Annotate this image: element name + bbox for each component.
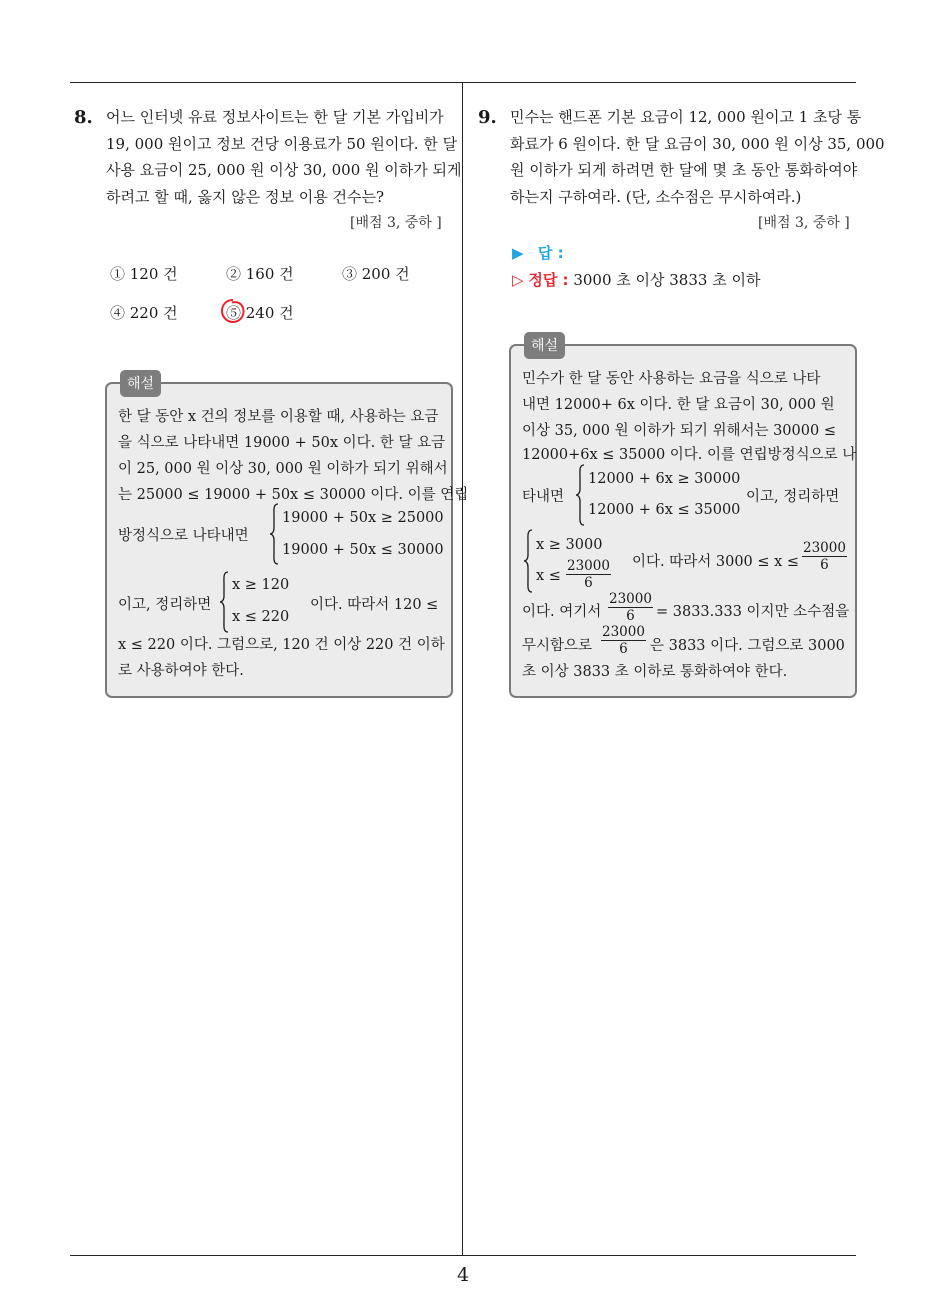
fraction-numerator: 23000 bbox=[602, 624, 645, 640]
top-rule bbox=[70, 82, 856, 83]
system-equation: x ≥ 3000 bbox=[536, 537, 603, 553]
fraction bbox=[608, 591, 653, 624]
answer-circle-mark-icon bbox=[220, 298, 246, 324]
system-label: 이고, 정리하면 bbox=[118, 597, 212, 613]
solution-line: 내면 12000+ 6x 이다. 한 달 요금이 30, 000 원 bbox=[522, 397, 835, 413]
left-brace-icon bbox=[522, 528, 534, 594]
solution-tag: 해설 bbox=[524, 332, 565, 359]
fraction-denominator: 6 bbox=[584, 575, 593, 591]
answer-row bbox=[512, 242, 564, 263]
system-label: 방정식으로 나타내면 bbox=[118, 528, 249, 544]
system-equation: x ≥ 120 bbox=[232, 577, 290, 593]
equation-system-1 bbox=[574, 463, 741, 527]
solution-text: 이다. 여기서 bbox=[522, 604, 602, 620]
question-line: 하려고 할 때, 옳지 않은 정보 이용 건수는? bbox=[106, 187, 385, 206]
choice-5[interactable]: ⑤ 240 건 bbox=[226, 304, 294, 322]
solution-line: 민수가 한 달 동안 사용하는 요금을 식으로 나타 bbox=[522, 371, 821, 387]
fraction bbox=[566, 558, 611, 591]
solution-text: 은 3833 이다. 그럼으로 3000 bbox=[650, 638, 845, 654]
system-equation: 19000 + 50x ≥ 25000 bbox=[282, 510, 444, 526]
solution-line: 을 식으로 나타내면 19000 + 50x 이다. 한 달 요금 bbox=[118, 435, 446, 451]
question-line: 화료가 6 원이다. 한 달 요금이 30, 000 원 이상 35, 000 bbox=[510, 134, 885, 153]
fraction-numerator: 23000 bbox=[803, 540, 846, 556]
solution-text: 이다. 따라서 3000 ≤ x ≤ bbox=[632, 554, 800, 570]
answer-label: 답 : bbox=[537, 244, 564, 262]
equation-system-2 bbox=[218, 570, 308, 634]
play-triangle-icon: ▶ bbox=[512, 244, 524, 262]
choice-3[interactable]: ③ 200 건 bbox=[342, 265, 410, 283]
fraction-denominator: 6 bbox=[820, 557, 829, 573]
fraction-numerator: 23000 bbox=[567, 558, 610, 574]
left-brace-icon bbox=[574, 463, 586, 527]
equation-system-1 bbox=[268, 502, 448, 566]
fraction bbox=[802, 540, 847, 573]
correct-answer-row bbox=[512, 269, 760, 290]
solution-tag: 해설 bbox=[120, 370, 161, 397]
correct-answer-value: 3000 초 이상 3833 초 이하 bbox=[573, 271, 761, 289]
system-equation: 19000 + 50x ≤ 30000 bbox=[282, 542, 444, 558]
solution-text: = 3833.333 이지만 소수점을 bbox=[656, 604, 850, 620]
score-meta: [배점 3, 중하 ] bbox=[350, 215, 442, 231]
choice-2[interactable]: ② 160 건 bbox=[226, 265, 294, 283]
question-line: 하는지 구하여라. (단, 소수점은 무시하여라.) bbox=[510, 187, 802, 206]
solution-line: x ≤ 220 이다. 그럼으로, 120 건 이상 220 건 이하 bbox=[118, 637, 445, 653]
fraction bbox=[601, 624, 646, 657]
bottom-rule bbox=[70, 1255, 856, 1256]
question-text bbox=[106, 104, 462, 210]
question-line: 19, 000 원이고 정보 건당 이용료가 50 원이다. 한 달 bbox=[106, 134, 458, 153]
fraction-denominator: 6 bbox=[626, 608, 635, 624]
solution-line: 이 25, 000 원 이상 30, 000 원 이하가 되기 위해서 bbox=[118, 461, 448, 477]
solution-line: 12000+6x ≤ 35000 이다. 이를 연립방정식으로 나 bbox=[522, 447, 857, 463]
system-equation-prefix: x ≤ bbox=[536, 568, 561, 584]
question-line: 원 이하가 되게 하려면 한 달에 몇 초 동안 통화하여야 bbox=[510, 161, 858, 179]
left-brace-icon bbox=[218, 570, 230, 634]
system-label: 타내면 bbox=[522, 489, 565, 505]
fraction-numerator: 23000 bbox=[609, 591, 652, 607]
solution-line: 는 25000 ≤ 19000 + 50x ≤ 30000 이다. 이를 연립 bbox=[118, 487, 469, 503]
question-text bbox=[510, 104, 885, 210]
solution-line: 한 달 동안 x 건의 정보를 이용할 때, 사용하는 요금 bbox=[118, 409, 439, 425]
solution-text: 이다. 따라서 120 ≤ bbox=[310, 597, 439, 613]
question-line: 민수는 핸드폰 기본 요금이 12, 000 원이고 1 초당 통 bbox=[510, 108, 862, 126]
column-divider bbox=[462, 82, 463, 1256]
system-equation: 12000 + 6x ≥ 30000 bbox=[588, 471, 741, 487]
left-brace-icon bbox=[268, 502, 280, 566]
question-number: 9. bbox=[478, 107, 497, 128]
score-meta: [배점 3, 중하 ] bbox=[758, 215, 850, 231]
outline-triangle-icon: ▷ bbox=[512, 271, 524, 289]
system-equation: x ≤ 220 bbox=[232, 609, 290, 625]
question-line: 사용 요금이 25, 000 원 이상 30, 000 원 이하가 되게 bbox=[106, 161, 462, 179]
solution-text: 무시함으로 bbox=[522, 638, 593, 654]
correct-answer-label: 정답 : bbox=[528, 271, 569, 289]
question-line: 어느 인터넷 유료 정보사이트는 한 달 기본 가입비가 bbox=[106, 108, 444, 126]
fraction-denominator: 6 bbox=[619, 641, 628, 657]
equation-system-2 bbox=[522, 528, 622, 594]
choice-4[interactable]: ④ 220 건 bbox=[110, 304, 178, 322]
solution-line: 초 이상 3833 초 이하로 통화하여야 한다. bbox=[522, 664, 788, 680]
solution-text: 이고, 정리하면 bbox=[746, 489, 840, 505]
system-equation: 12000 + 6x ≤ 35000 bbox=[588, 502, 741, 518]
choice-1[interactable]: ① 120 건 bbox=[110, 265, 178, 283]
solution-line: 이상 35, 000 원 이하가 되기 위해서는 30000 ≤ bbox=[522, 423, 836, 439]
solution-line: 로 사용하여야 한다. bbox=[118, 663, 244, 679]
question-number: 8. bbox=[74, 107, 93, 128]
page-number: 4 bbox=[456, 1264, 470, 1286]
